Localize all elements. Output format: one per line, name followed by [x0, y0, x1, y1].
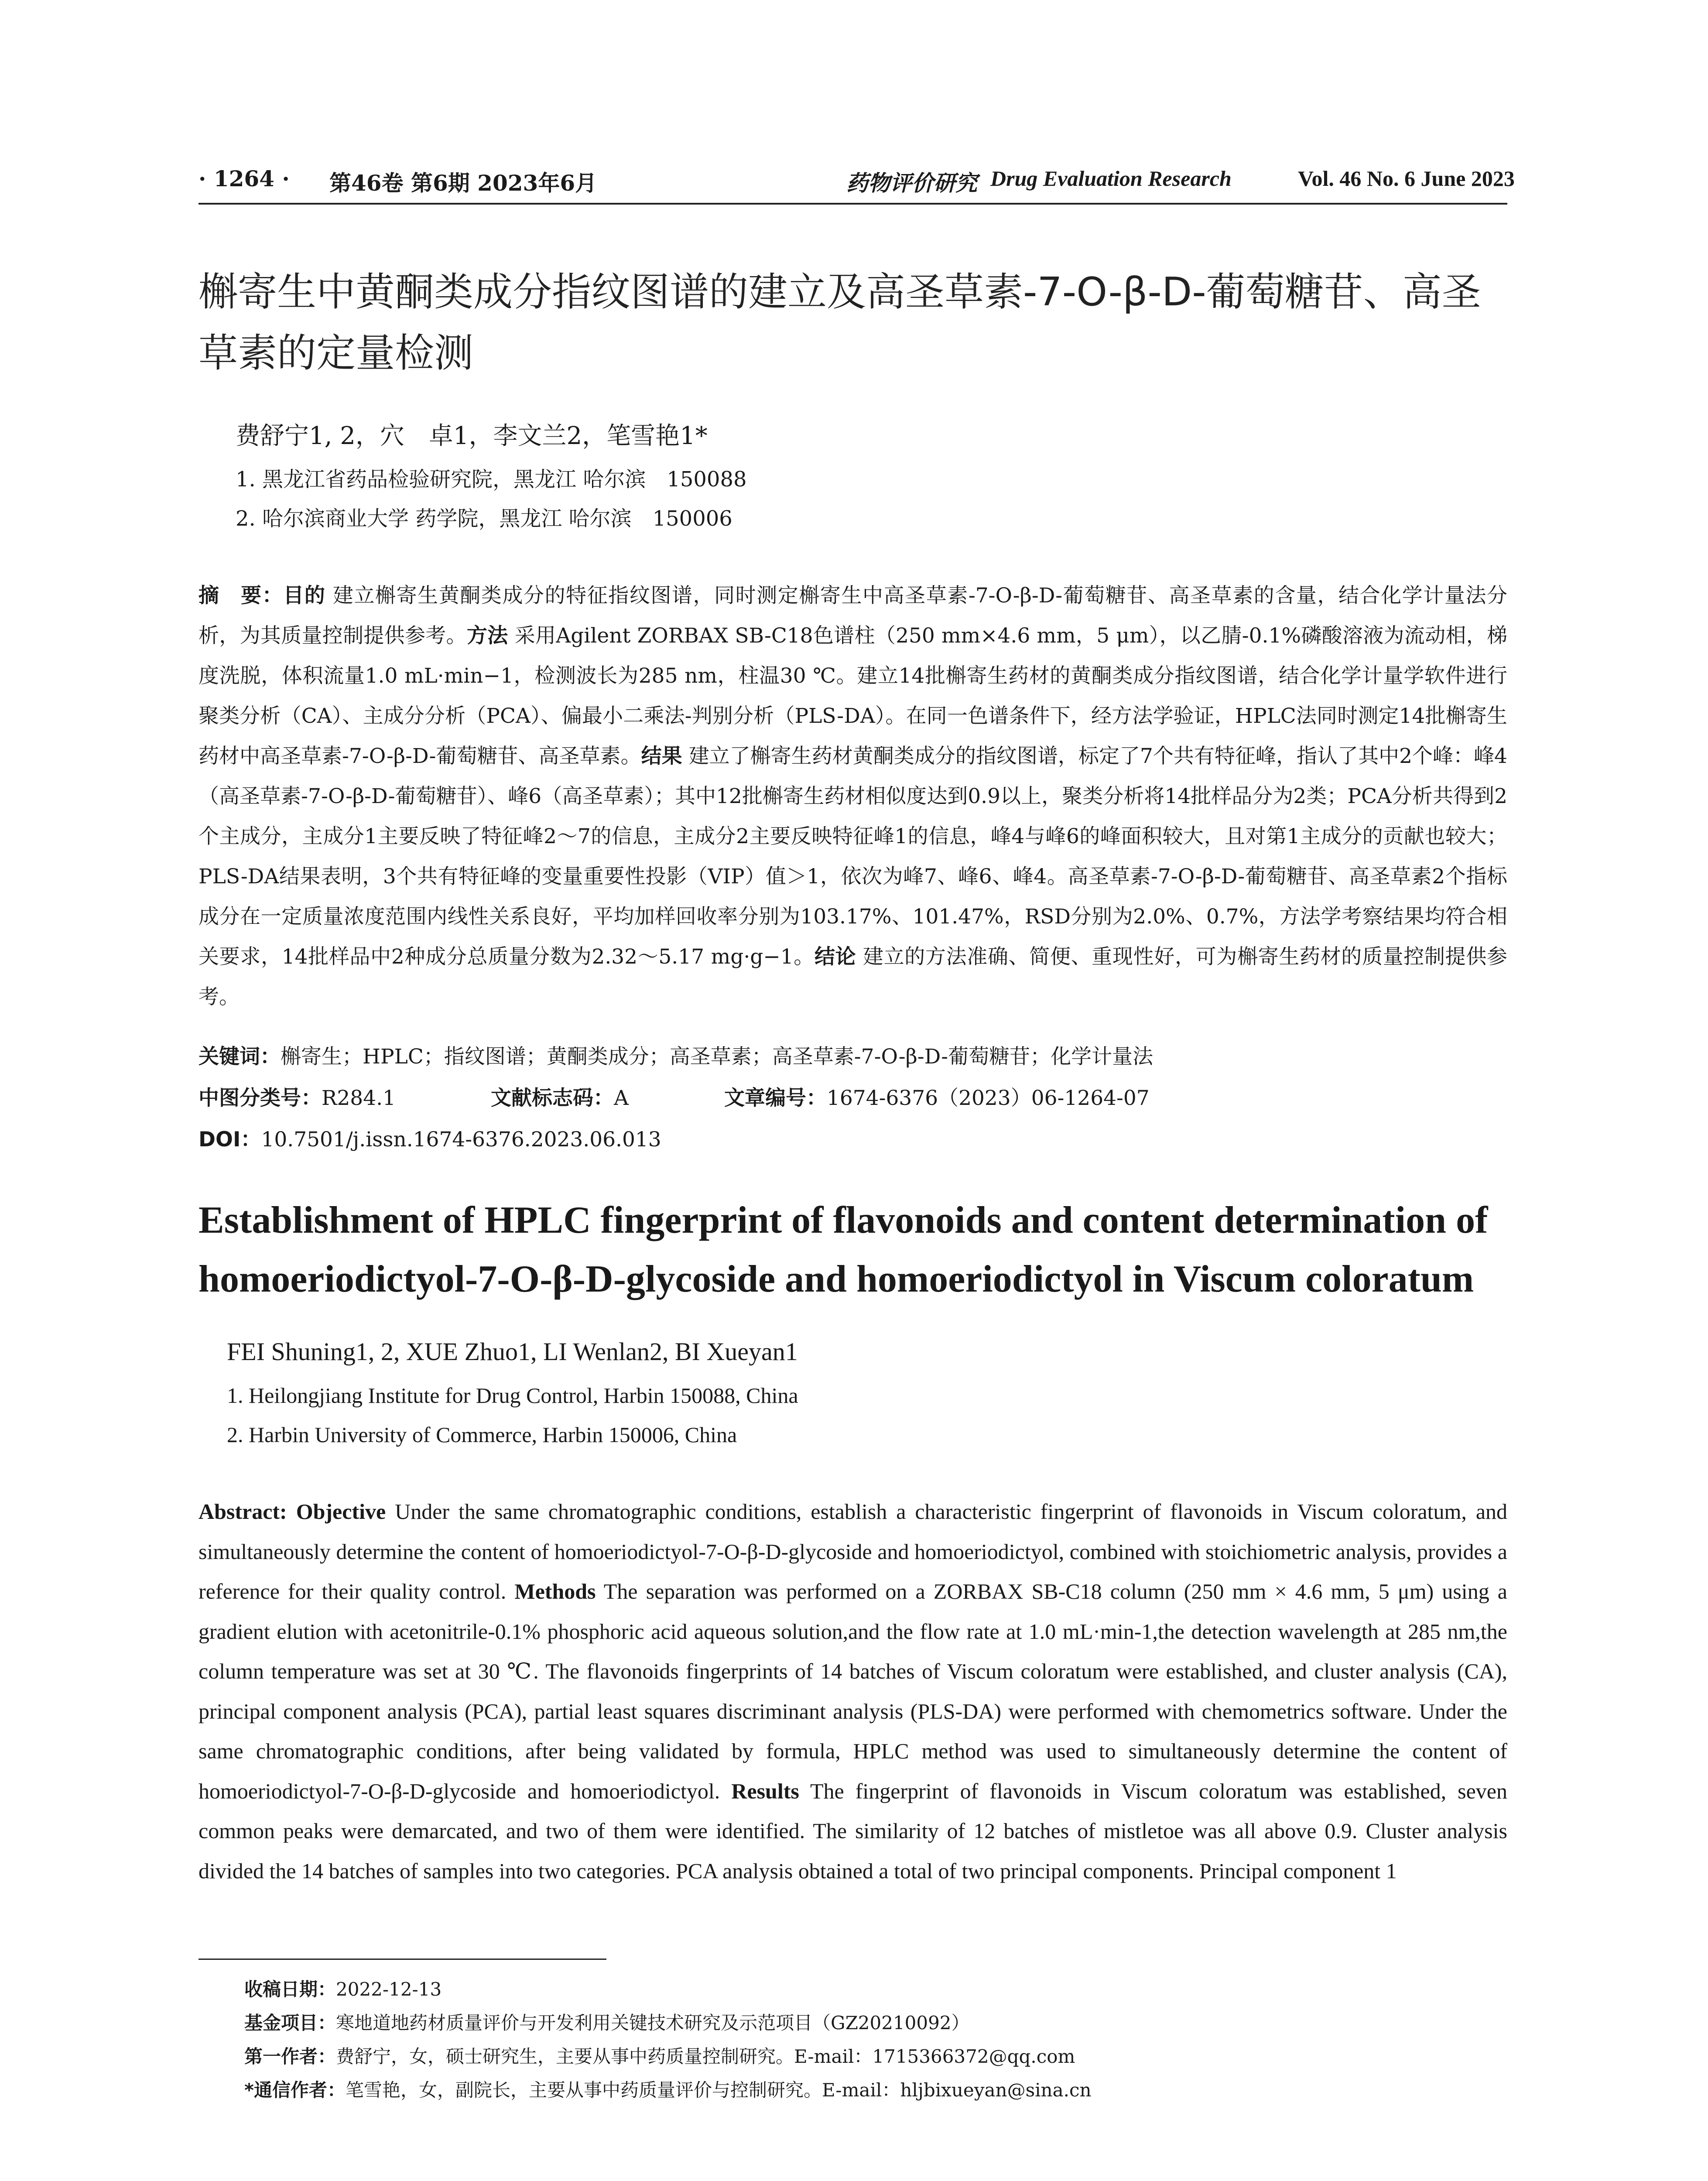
footnote-funding — [244, 2009, 970, 2035]
footnote-label: 基金项目： — [244, 2012, 336, 2034]
clc-label: 中图分类号： — [199, 1086, 322, 1110]
article-number — [724, 1082, 1150, 1111]
results-label-en: Results — [731, 1778, 799, 1803]
journal-logo-cn: 药物评价研究 — [846, 170, 977, 196]
footnote-text: 笔雪艳，女，副院长，主要从事中药质量评价与控制研究。E-mail：hljbixueyan@sina.cn — [345, 2079, 1092, 2101]
article-label: 文章编号： — [724, 1086, 827, 1110]
keywords-text: 槲寄生；HPLC；指纹图谱；黄酮类成分；高圣草素；高圣草素-7-O-β-D-葡萄糖苷；化学计量法 — [281, 1045, 1153, 1069]
affiliation-en-1: 1. Heilongjiang Institute for Drug Control, Harbin 150088, China — [227, 1383, 798, 1408]
methods-label-cn: 方法 — [466, 624, 508, 648]
title-en: Establishment of HPLC fingerprint of flavonoids and content determination of homoeriodictyol-7-O-β-D-glycoside and homoeriodictyol in Viscum coloratum — [199, 1199, 1488, 1300]
footnote-text: 2022-12-13 — [336, 1979, 442, 2000]
doc-code-value: A — [614, 1086, 629, 1110]
running-header — [199, 166, 1515, 201]
abstract-en — [199, 1492, 1507, 1891]
footnote-received — [244, 1975, 442, 2001]
results-text-en: The fingerprint of flavonoids in Viscum coloratum was established, seven common peaks were demarcated, and two of them were identified. The similarity of 12 batches of mistletoe was all above 0.9. Cluster analysis divided the 14 batches of samples into two categories. PCA analysis obtained a total of two principal components. Principal component 1 — [199, 1778, 1507, 1883]
clc-value: R284.1 — [322, 1086, 396, 1110]
issue-en: Vol. 46 No. 6 June 2023 — [1298, 166, 1515, 191]
footnote-corresponding-author — [244, 2076, 1092, 2102]
authors-cn: 费舒宁1, 2，穴 卓1，李文兰2，笔雪艳1* — [236, 422, 708, 450]
conclusion-text-cn: 建立的方法准确、简便、重现性好，可为槲寄生药材的质量控制提供参考。 — [199, 945, 1507, 1009]
doi-label: DOI： — [199, 1128, 261, 1152]
footnote-first-author — [244, 2042, 1075, 2068]
doc-code-label: 文献标志码： — [491, 1086, 614, 1110]
keywords-cn — [199, 1040, 1153, 1070]
authors-en: FEI Shuning1, 2, XUE Zhuo1, LI Wenlan2, BI Xueyan1 — [227, 1337, 798, 1366]
methods-label-en: Methods — [514, 1579, 596, 1603]
footnote-rule — [199, 1959, 606, 1960]
affiliation-cn-2: 2. 哈尔滨商业大学 药学院，黑龙江 哈尔滨 150006 — [236, 506, 732, 531]
footnote-text: 寒地道地药材质量评价与开发利用关键技术研究及示范项目（GZ20210092） — [336, 2012, 970, 2034]
conclusion-label-cn: 结论 — [814, 945, 856, 969]
title-cn: 槲寄生中黄酮类成分指纹图谱的建立及高圣草素-7-O-β-D-葡萄糖苷、高圣草素的定量检测 — [199, 269, 1481, 376]
results-label-cn: 结果 — [641, 744, 682, 768]
methods-text-en: The separation was performed on a ZORBAX SB-C18 column (250 mm × 4.6 mm, 5 μm) using a gradient elution with acetonitrile-0.1% phosphoric acid aqueous solution,and the flow rate at 1.0 mL·min-1,the detection wavelength at 285 nm,the column temperature was set at 30 ℃. The flavonoids fingerprints of 14 batches of Viscum coloratum were established, and cluster analysis (CA), principal component analysis (PCA), partial least squares discriminant analysis (PLS-DA) were performed with chemometrics software. Under the same chromatographic conditions, after being validated by formula, HPLC method was used to simultaneously determine the content of homoeriodictyol-7-O-β-D-glycoside and homoeriodictyol. — [199, 1579, 1508, 1803]
document-code — [491, 1082, 629, 1111]
header-rule — [199, 203, 1507, 205]
clc-number — [199, 1082, 396, 1111]
abstract-cn-label: 摘 要： — [199, 584, 284, 608]
footnote-label: 收稿日期： — [244, 1979, 336, 2000]
objective-text-en: Under the same chromatographic conditions, establish a characteristic fingerprint of flavonoids in Viscum coloratum, and simultaneously determine the content of homoeriodictyol-7-O-β-D-glycoside and homoeriodictyol, combined with stoichiometric analysis, provides a reference for their quality control. — [199, 1499, 1508, 1603]
affiliation-en-2: 2. Harbin University of Commerce, Harbin 150006, China — [227, 1422, 737, 1447]
footnote-label: 第一作者： — [244, 2046, 336, 2067]
journal-name-en: Drug Evaluation Research — [990, 166, 1232, 191]
abstract-cn — [199, 576, 1507, 1017]
objective-label-en: Objective — [296, 1499, 386, 1524]
doi-value: 10.7501/j.issn.1674-6376.2023.06.013 — [261, 1128, 661, 1152]
doi — [199, 1123, 661, 1152]
footnote-label: *通信作者： — [244, 2079, 346, 2101]
footnote-text: 费舒宁，女，硕士研究生，主要从事中药质量控制研究。E-mail：1715366372@qq.com — [336, 2046, 1075, 2067]
affiliation-cn-1: 1. 黑龙江省药品检验研究院，黑龙江 哈尔滨 150088 — [236, 467, 747, 492]
methods-text-cn: 采用Agilent ZORBAX SB-C18色谱柱（250 mm×4.6 mm，5 μm），以乙腈-0.1%磷酸溶液为流动相，梯度洗脱，体积流量1.0 mL·min−1，检测波长为285 nm，柱温30 ℃。建立14批槲寄生药材的黄酮类成分指纹图谱，结合化学计量学软件进行聚类分析（CA）、主成分分析（PCA）、偏最小二乘法-判别分析（PLS-DA）。在同一色谱条件下，经方法学验证，HPLC法同时测定14批槲寄生药材中高圣草素-7-O-β-D-葡萄糖苷、高圣草素。 — [199, 624, 1507, 768]
objective-text-cn: 建立槲寄生黄酮类成分的特征指纹图谱，同时测定槲寄生中高圣草素-7-O-β-D-葡萄糖苷、高圣草素的含量，结合化学计量法分析，为其质量控制提供参考。 — [199, 584, 1508, 648]
keywords-label: 关键词： — [199, 1045, 281, 1069]
issue-cn: 第46卷 第6期 2023年6月 — [329, 170, 597, 196]
page-number: · 1264 · — [199, 166, 290, 191]
objective-label-cn: 目的 — [283, 584, 326, 608]
abstract-en-label: Abstract: — [199, 1499, 287, 1524]
results-text-cn: 建立了槲寄生药材黄酮类成分的指纹图谱，标定了7个共有特征峰，指认了其中2个峰：峰4（高圣草素-7-O-β-D-葡萄糖苷）、峰6（高圣草素）；其中12批槲寄生药材相似度达到0.9以上，聚类分析将14批样品分为2类；PCA分析共得到2个主成分，主成分1主要反映了特征峰2～7的信息，主成分2主要反映特征峰1的信息，峰4与峰6的峰面积较大，且对第1主成分的贡献也较大；PLS-DA结果表明，3个共有特征峰的变量重要性投影（VIP）值＞1，依次为峰7、峰6、峰4。高圣草素-7-O-β-D-葡萄糖苷、高圣草素2个指标成分在一定质量浓度范围内线性关系良好，平均加样回收率分别为103.17%、101.47%，RSD分别为2.0%、0.7%，方法学考察结果均符合相关要求，14批样品中2种成分总质量分数为2.32～5.17 mg·g−1。 — [199, 744, 1507, 969]
article-value: 1674-6376（2023）06-1264-07 — [827, 1086, 1150, 1110]
